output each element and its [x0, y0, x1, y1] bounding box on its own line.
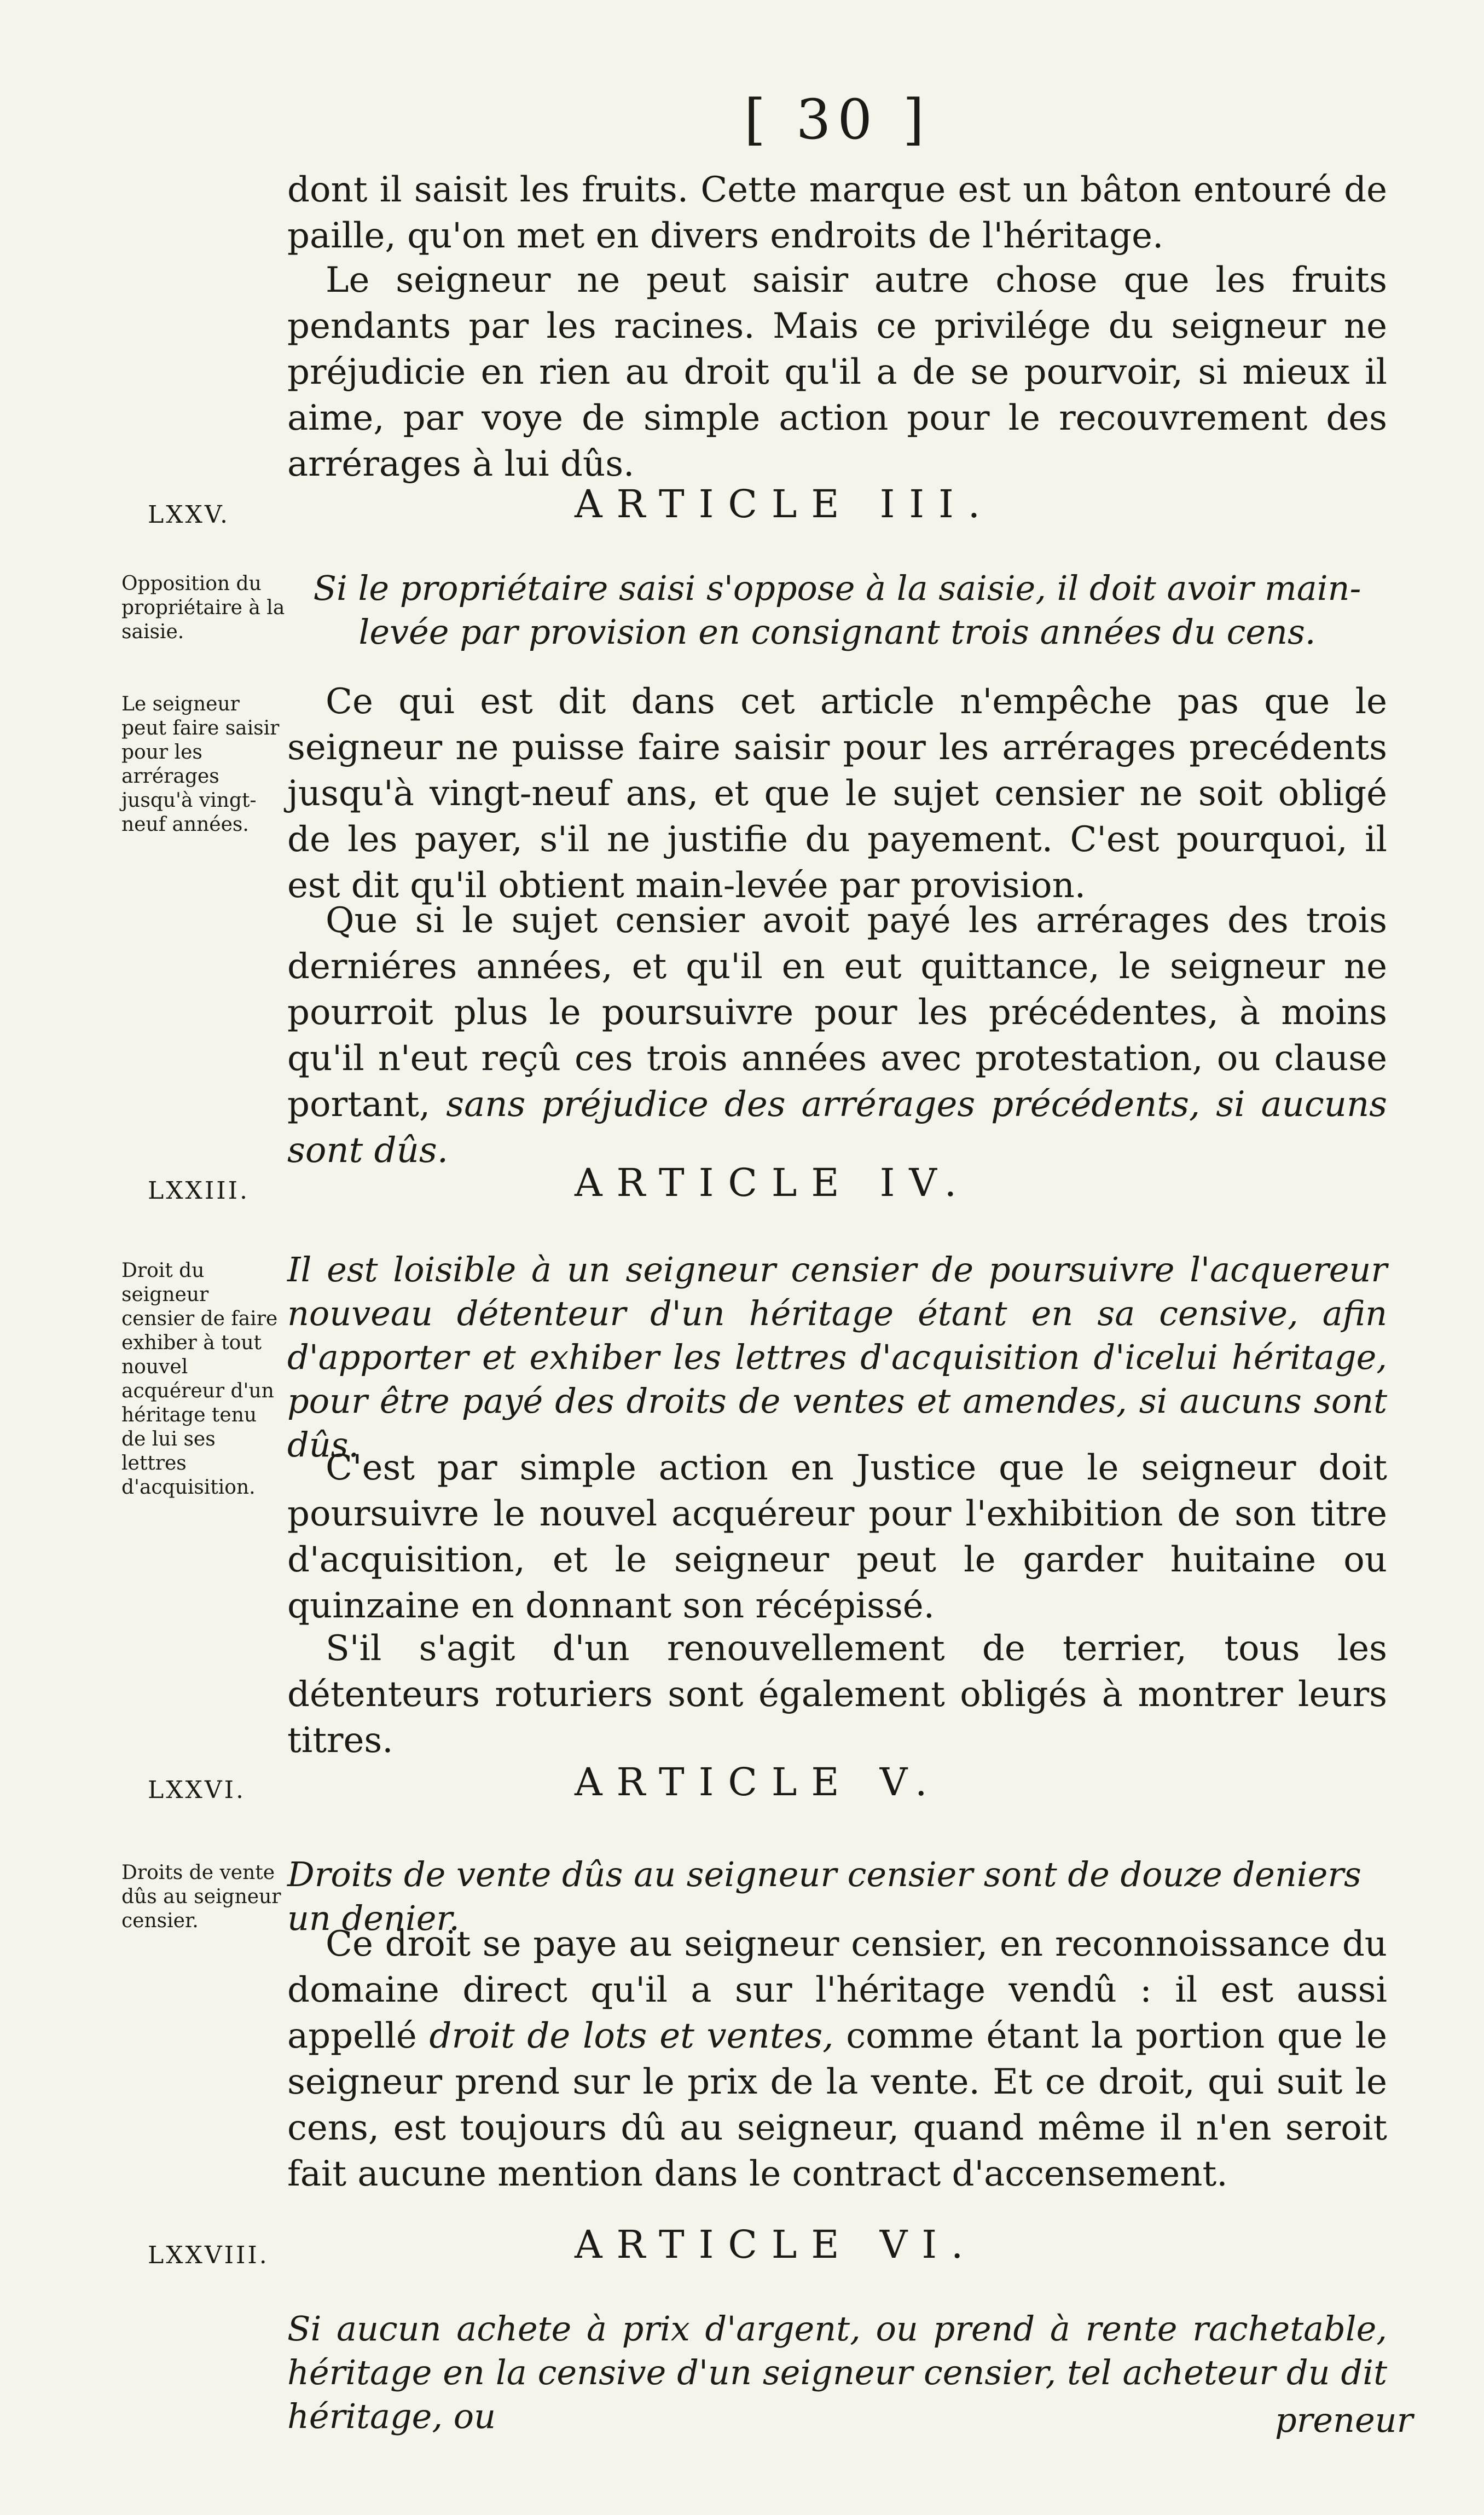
intro-paragraph-1: dont il saisit les fruits. Cette marque est un bâton entouré de paille, qu'on met en divers endroits de l'héritage. [287, 170, 1387, 256]
margin-note-opposition: Opposition du propriétaire à la saisie. [121, 573, 285, 643]
summary-article-3: Si le propriétaire saisi s'oppose à la saisie, il doit avoir main-levée par provision en consignant trois années du cens. [313, 568, 1361, 652]
article-3-paragraph-2-text: Que si le sujet censier avoit payé les arrérages des trois derniéres années, et qu'il en eut quittance, le seigneur ne pourroit plus le poursuivre pour les précédentes, à moins qu'il n'eut reçû ces trois années avec protestation, ou clause portant, [287, 900, 1387, 1125]
margin-numeral-article-4: LXXIII. [148, 1177, 250, 1205]
margin-numeral-article-6: LXXVIII. [148, 2241, 269, 2269]
margin-numeral-article-5: LXXVI. [148, 1776, 246, 1804]
margin-note-arrerages: Le seigneur peut faire saisir pour les arrérages jusqu'à vingt-neuf années. [121, 693, 280, 836]
intro-paragraph-2: Le seigneur ne peut saisir autre chose que les fruits pendants par les racines. Mais ce privilége du seigneur ne préjudicie en rien au droit qu'il a de se pourvoir, si mieux il aime, par voye de simple action pour le recouvrement des arrérages à lui dûs. [287, 260, 1387, 484]
article-3-paragraph-1: Ce qui est dit dans cet article n'empêche pas que le seigneur ne puisse faire saisir pour les arrérages precédents jusqu'à vingt-neuf ans, et que le sujet censier ne soit obligé de les payer, s'il ne justifie du payement. C'est pourquoi, il est dit qu'il obtient main-levée par provision. [287, 681, 1387, 906]
article-5-paragraph-1-italic: droit de lots et ventes, [429, 2016, 834, 2056]
article-5-paragraph-1-text-b: comme étant la portion que le seigneur prend sur le prix de la vente. Et ce droit, qui suit le cens, est toujours dû au seigneur, quand même il n'en seroit fait aucune mention dans le contract d'accensement. [287, 2016, 1388, 2194]
summary-article-5: Droits de vente dûs au seigneur censier sont de douze deniers un denier. [287, 1854, 1361, 1938]
article-4-paragraph-1: C'est par simple action en Justice que le seigneur doit poursuivre le nouvel acquéreur pour l'exhibition de son titre d'acquisition, et le seigneur peut le garder huitaine ou quinzaine en donnant son récépissé. [287, 1448, 1387, 1626]
article-3-paragraph-2 [287, 898, 1387, 1173]
page-number: [ 30 ] [744, 88, 931, 152]
heading-article-6: ARTICLE VI. [575, 2222, 978, 2267]
heading-article-3: ARTICLE III. [575, 482, 994, 527]
summary-article-4: Il est loisible à un seigneur censier de poursuivre l'acquereur nouveau détenteur d'un héritage étant en sa censive, afin d'apporter et exhiber les lettres d'acquisition d'icelui héritage, pour être payé des droits de ventes et amendes, si aucuns sont dûs. [287, 1250, 1387, 1465]
summary-article-6: Si aucun achete à prix d'argent, ou prend à rente rachetable, héritage en la censive d'un seigneur censier, tel acheteur du dit héritage, ou [287, 2309, 1387, 2436]
margin-note-exhibition: Droit du seigneur censier de faire exhiber à tout nouvel acquéreur d'un héritage tenu de lui ses lettres d'acquisition. [121, 1259, 278, 1499]
catchword: preneur [1275, 2400, 1413, 2440]
article-4-paragraph-2: S'il s'agit d'un renouvellement de terrier, tous les détenteurs roturiers sont également obligés à montrer leurs titres. [287, 1628, 1387, 1761]
heading-article-4: ARTICLE IV. [575, 1160, 971, 1205]
heading-article-5: ARTICLE V. [575, 1760, 942, 1805]
article-5-paragraph-1-text-a: Ce droit se paye au seigneur censier, en reconnoissance du domaine direct qu'il a sur l'héritage vendû : il est aussi appellé [287, 1924, 1387, 2056]
article-3-paragraph-2-italic: sans préjudice des arrérages précédents, si aucuns sont dûs. [287, 1084, 1388, 1171]
article-5-paragraph-1 [287, 1921, 1387, 2197]
margin-numeral-article-3: LXXV. [148, 501, 230, 529]
margin-note-droits-vente: Droits de vente dûs au seigneur censier. [121, 1861, 281, 1932]
